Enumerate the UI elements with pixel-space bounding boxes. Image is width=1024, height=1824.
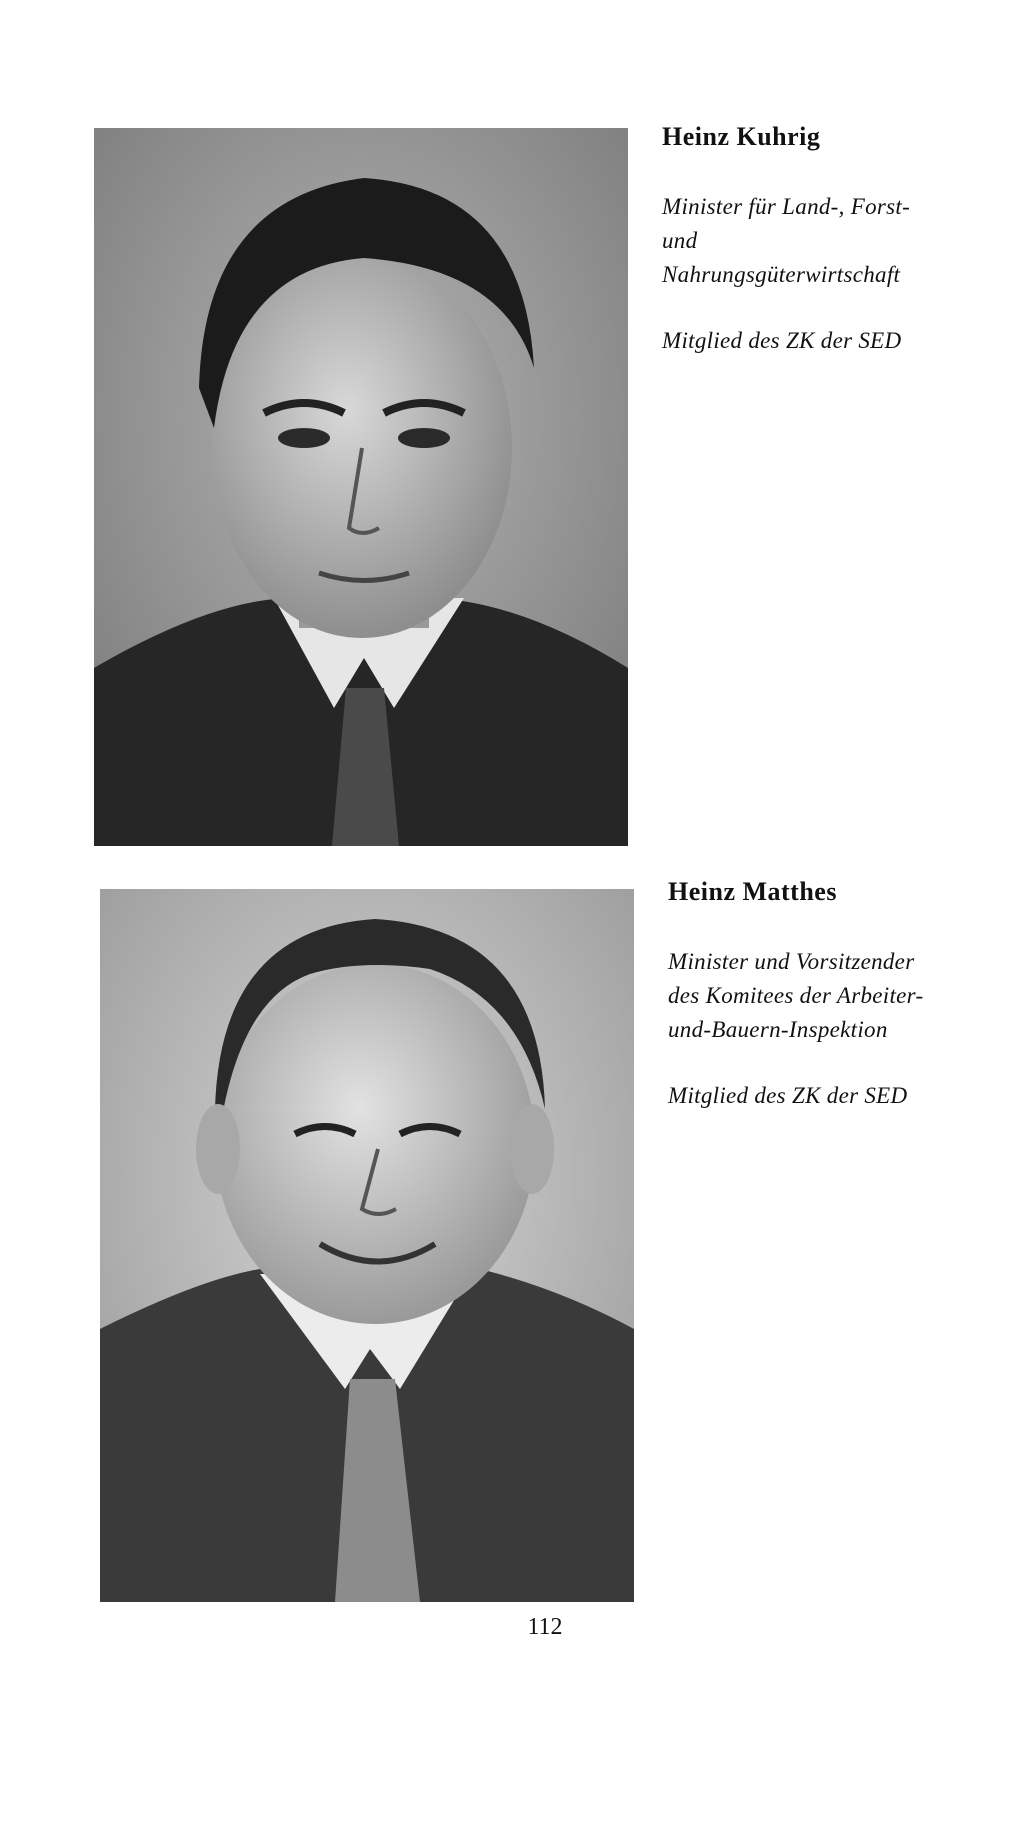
portrait-photo-heinz-kuhrig [94,128,628,846]
role-line: Minister und Vorsitzender [668,949,915,974]
caption-heinz-kuhrig [662,122,992,358]
role-line: und [662,228,698,253]
role-line: und-Bauern-Inspektion [668,1017,888,1042]
role-line: des Komitees der Arbeiter- [668,983,924,1008]
page-number: 112 [527,1614,563,1640]
caption-heinz-matthes [668,877,998,1113]
role-line: Minister für Land-, Forst- [662,194,911,219]
portrait-photo-heinz-matthes [100,889,634,1602]
portrait-1-graphic [94,128,628,846]
person-name: Heinz Kuhrig [662,122,821,151]
person-membership: Mitglied des ZK der SED [668,1083,908,1108]
person-membership: Mitglied des ZK der SED [662,328,902,353]
person-name: Heinz Matthes [668,877,837,906]
person-role [668,945,998,1047]
role-line: Nahrungsgüterwirtschaft [662,262,901,287]
person-role [662,190,992,292]
portrait-2-graphic [100,889,634,1602]
